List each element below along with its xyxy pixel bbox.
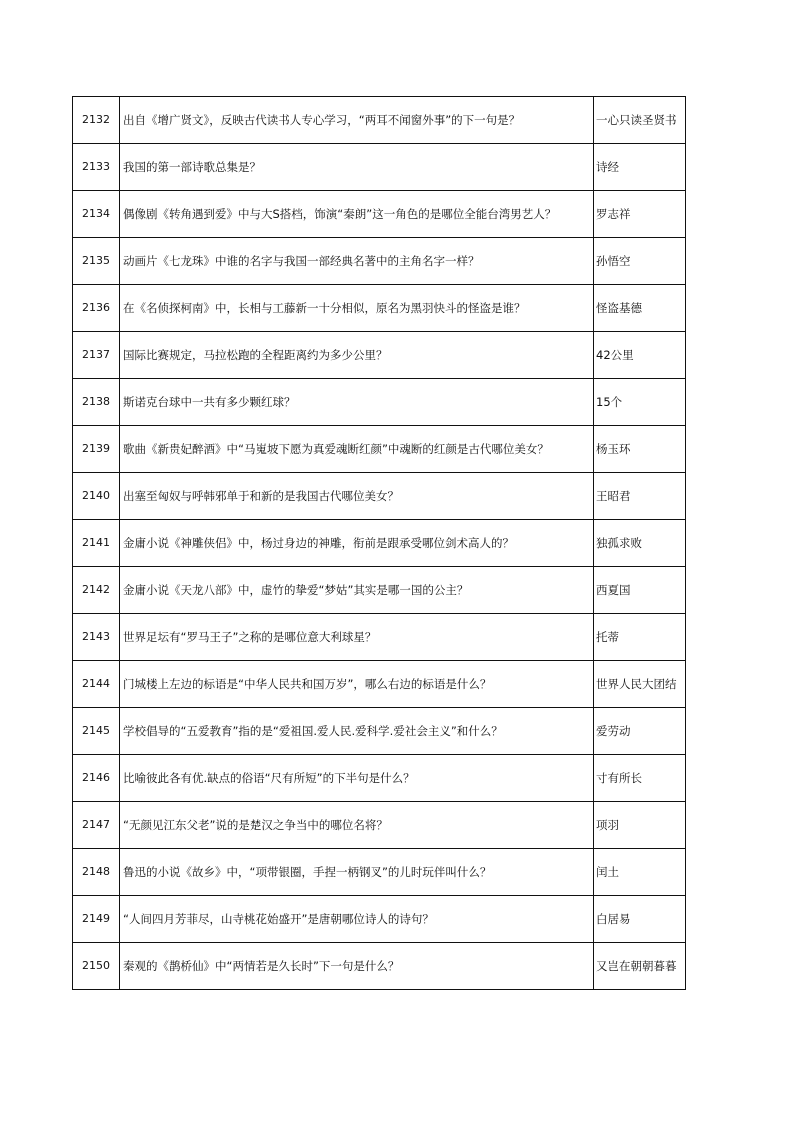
table-row [73,191,686,238]
answer-text: 寸有所长 [594,755,686,802]
answer-text: 项羽 [594,802,686,849]
answer-text: 爱劳动 [594,708,686,755]
answer-text: 怪盗基德 [594,285,686,332]
table-row [73,802,686,849]
table-row [73,661,686,708]
question-number: 2137 [73,332,120,379]
question-text: 金庸小说《天龙八部》中，虚竹的挚爱“梦姑”其实是哪一国的公主？ [120,567,594,614]
question-number: 2150 [73,943,120,990]
question-number: 2139 [73,426,120,473]
table-row [73,614,686,661]
table-row [73,238,686,285]
question-text: 世界足坛有“罗马王子”之称的是哪位意大利球星？ [120,614,594,661]
answer-text: 罗志祥 [594,191,686,238]
table-row [73,473,686,520]
table-row [73,426,686,473]
answer-text: 闰土 [594,849,686,896]
answer-text: 王昭君 [594,473,686,520]
question-text: “无颜见江东父老”说的是楚汉之争当中的哪位名将？ [120,802,594,849]
question-text: 斯诺克台球中一共有多少颗红球？ [120,379,594,426]
table-row [73,849,686,896]
question-text: 在《名侦探柯南》中，长相与工藤新一十分相似，原名为黑羽快斗的怪盗是谁？ [120,285,594,332]
question-number: 2133 [73,144,120,191]
question-text: 动画片《七龙珠》中谁的名字与我国一部经典名著中的主角名字一样？ [120,238,594,285]
question-text: 歌曲《新贵妃醉酒》中“马嵬坡下愿为真爱魂断红颜”中魂断的红颜是古代哪位美女？ [120,426,594,473]
question-text: 我国的第一部诗歌总集是？ [120,144,594,191]
question-number: 2135 [73,238,120,285]
question-text: 秦观的《鹊桥仙》中“两情若是久长时”下一句是什么？ [120,943,594,990]
answer-text: 孙悟空 [594,238,686,285]
question-text: 鲁迅的小说《故乡》中，“项带银圈，手捏一柄钢叉”的儿时玩伴叫什么？ [120,849,594,896]
question-text: 门城楼上左边的标语是“中华人民共和国万岁”，哪么右边的标语是什么？ [120,661,594,708]
question-number: 2147 [73,802,120,849]
table-row [73,332,686,379]
question-text: 学校倡导的“五爱教育”指的是“爱祖国.爱人民.爱科学.爱社会主义”和什么？ [120,708,594,755]
question-text: 比喻彼此各有优.缺点的俗语“尺有所短”的下半句是什么？ [120,755,594,802]
question-text: 金庸小说《神雕侠侣》中，杨过身边的神雕，衔前是跟承受哪位剑术高人的？ [120,520,594,567]
question-text: 偶像剧《转角遇到爱》中与大S搭档，饰演“秦朗”这一角色的是哪位全能台湾男艺人？ [120,191,594,238]
question-number: 2146 [73,755,120,802]
answer-text: 42公里 [594,332,686,379]
answer-text: 杨玉环 [594,426,686,473]
question-number: 2138 [73,379,120,426]
question-number: 2132 [73,97,120,144]
quiz-table-sheet [72,96,685,990]
question-text: 出塞至匈奴与呼韩邪单于和新的是我国古代哪位美女？ [120,473,594,520]
table-row [73,144,686,191]
question-number: 2143 [73,614,120,661]
answer-text: 一心只读圣贤书 [594,97,686,144]
table-row [73,896,686,943]
question-number: 2136 [73,285,120,332]
question-number: 2145 [73,708,120,755]
table-row [73,708,686,755]
answer-text: 西夏国 [594,567,686,614]
answer-text: 白居易 [594,896,686,943]
table-row [73,943,686,990]
quiz-table [72,96,686,990]
question-number: 2142 [73,567,120,614]
question-number: 2148 [73,849,120,896]
answer-text: 又岂在朝朝暮暮 [594,943,686,990]
table-row [73,285,686,332]
table-row [73,379,686,426]
question-number: 2141 [73,520,120,567]
question-text: 国际比赛规定，马拉松跑的全程距离约为多少公里？ [120,332,594,379]
answer-text: 15个 [594,379,686,426]
question-number: 2140 [73,473,120,520]
question-number: 2134 [73,191,120,238]
answer-text: 诗经 [594,144,686,191]
table-row [73,520,686,567]
answer-text: 独孤求败 [594,520,686,567]
table-row [73,97,686,144]
answer-text: 世界人民大团结 [594,661,686,708]
answer-text: 托蒂 [594,614,686,661]
question-number: 2144 [73,661,120,708]
table-row [73,755,686,802]
question-number: 2149 [73,896,120,943]
question-text: 出自《增广贤文》，反映古代读书人专心学习，“两耳不闻窗外事”的下一句是？ [120,97,594,144]
question-text: “人间四月芳菲尽，山寺桃花始盛开”是唐朝哪位诗人的诗句？ [120,896,594,943]
table-row [73,567,686,614]
